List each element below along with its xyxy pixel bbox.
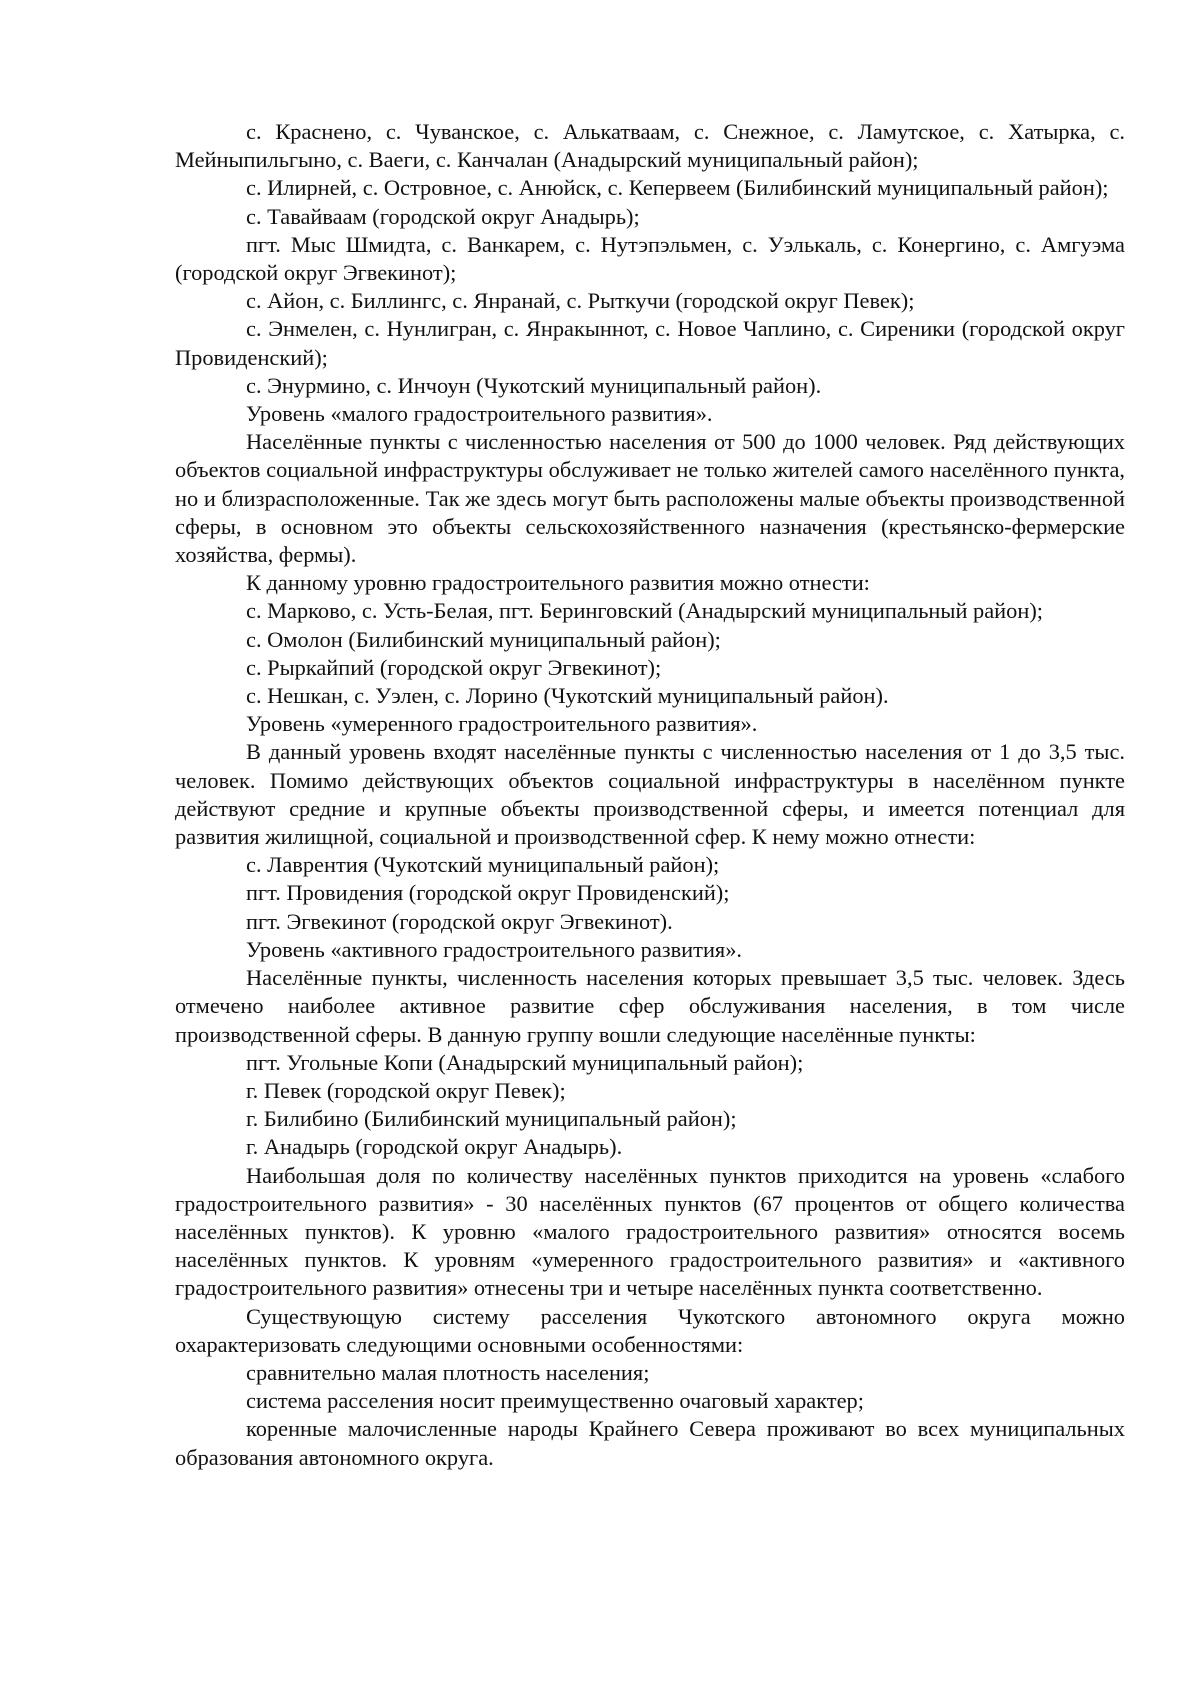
paragraph: с. Нешкан, с. Уэлен, с. Лорино (Чукотский муниципальный район). [246, 683, 889, 709]
paragraph: Наибольшая доля по количеству населённых пунктов приходится на уровень «слабого градостроительного развития» - 30 населённых пунктов (67 процентов от общего количества населённых пунктов). К уровню «малого градостроительного развития» относятся восемь населённых пунктов. К уровням «умеренного градостроительного развития» и «активного градостроительного развития» отнесены три и четыре населённых пункта соответственно. [175, 1162, 1125, 1301]
paragraph: с. Омолон (Билибинский муниципальный район); [246, 626, 721, 652]
paragraph: пгт. Эгвекинот (городской округ Эгвекинот). [246, 908, 673, 934]
paragraph: г. Анадырь (городской округ Анадырь). [246, 1134, 623, 1160]
paragraph: Населённые пункты с численностью населения от 500 до 1000 человек. Ряд действующих объектов социальной инфраструктуры обслуживает не только жителей самого населённого пункта, но и близрасположенные. Так же здесь могут быть расположены малые объекты производственной сферы, в основном это объекты сельскохозяйственного назначения (крестьянско-фермерские хозяйства, фермы). [175, 429, 1125, 568]
paragraph: В данный уровень входят населённые пункты с численностью населения от 1 до 3,5 тыс. человек. Помимо действующих объектов социальной инфраструктуры в населённом пункте действуют средние и крупные объекты производственной сферы, и имеется потенциал для развития жилищной, социальной и производственной сфер. К нему можно отнести: [175, 739, 1125, 850]
paragraph: с. Энмелен, с. Нунлигран, с. Янракыннот, с. Новое Чаплино, с. Сиреники (городской округ Провиденский); [175, 316, 1125, 370]
paragraph: пгт. Мыс Шмидта, с. Ванкарем, с. Нутэпэльмен, с. Уэлькаль, с. Конергино, с. Амгуэма (городской округ Эгвекинот); [175, 231, 1125, 286]
paragraph: с. Илирней, с. Островное, с. Анюйск, с. Кепервеем (Билибинский муниципальный район); [246, 175, 1109, 201]
section-heading: Уровень «умеренного градостроительного развития». [246, 711, 758, 737]
section-heading: Уровень «малого градостроительного развития». [246, 401, 713, 427]
paragraph: Существующую систему расселения Чукотского автономного округа можно охарактеризовать следующими основными особенностями: [175, 1303, 1125, 1357]
paragraph: система расселения носит преимущественно очаговый характер; [246, 1388, 864, 1414]
paragraph: с. Марково, с. Усть-Белая, пгт. Беринговский (Анадырский муниципальный район); [246, 598, 1043, 624]
paragraph: г. Билибино (Билибинский муниципальный район); [246, 1106, 737, 1132]
paragraph: пгт. Угольные Копи (Анадырский муниципальный район); [246, 1049, 804, 1075]
paragraph: коренные малочисленные народы Крайнего Севера проживают во всех муниципальных образования автономного округа. [175, 1416, 1125, 1470]
paragraph: Населённые пункты, численность населения которых превышает 3,5 тыс. человек. Здесь отмечено наиболее активное развитие сфер обслуживания населения, в том числе производственной сферы. В данную группу вошли следующие населённые пункты: [175, 965, 1125, 1047]
paragraph: с. Лаврентия (Чукотский муниципальный район); [246, 852, 720, 878]
paragraph: с. Рыркайпий (городской округ Эгвекинот); [246, 654, 662, 680]
paragraph: пгт. Провидения (городской округ Провиденский); [246, 880, 730, 906]
paragraph: с. Айон, с. Биллингс, с. Янранай, с. Рыткучи (городской округ Певек); [246, 288, 915, 314]
paragraph: с. Энурмино, с. Инчоун (Чукотский муниципальный район). [246, 372, 822, 398]
paragraph: с. Краснено, с. Чуванское, с. Алькатваам, с. Снежное, с. Ламутское, с. Хатырка, с. Мейныпильгыно, с. Ваеги, с. Канчалан (Анадырский муниципальный район); [175, 119, 1125, 173]
paragraph: К данному уровню градостроительного развития можно отнести: [246, 570, 870, 596]
paragraph: с. Тавайваам (городской округ Анадырь); [246, 203, 640, 229]
paragraph: г. Певек (городской округ Певек); [246, 1077, 566, 1103]
document-page [175, 118, 1125, 1472]
paragraph: сравнительно малая плотность населения; [246, 1359, 650, 1385]
section-heading: Уровень «активного градостроительного развития». [246, 936, 743, 962]
